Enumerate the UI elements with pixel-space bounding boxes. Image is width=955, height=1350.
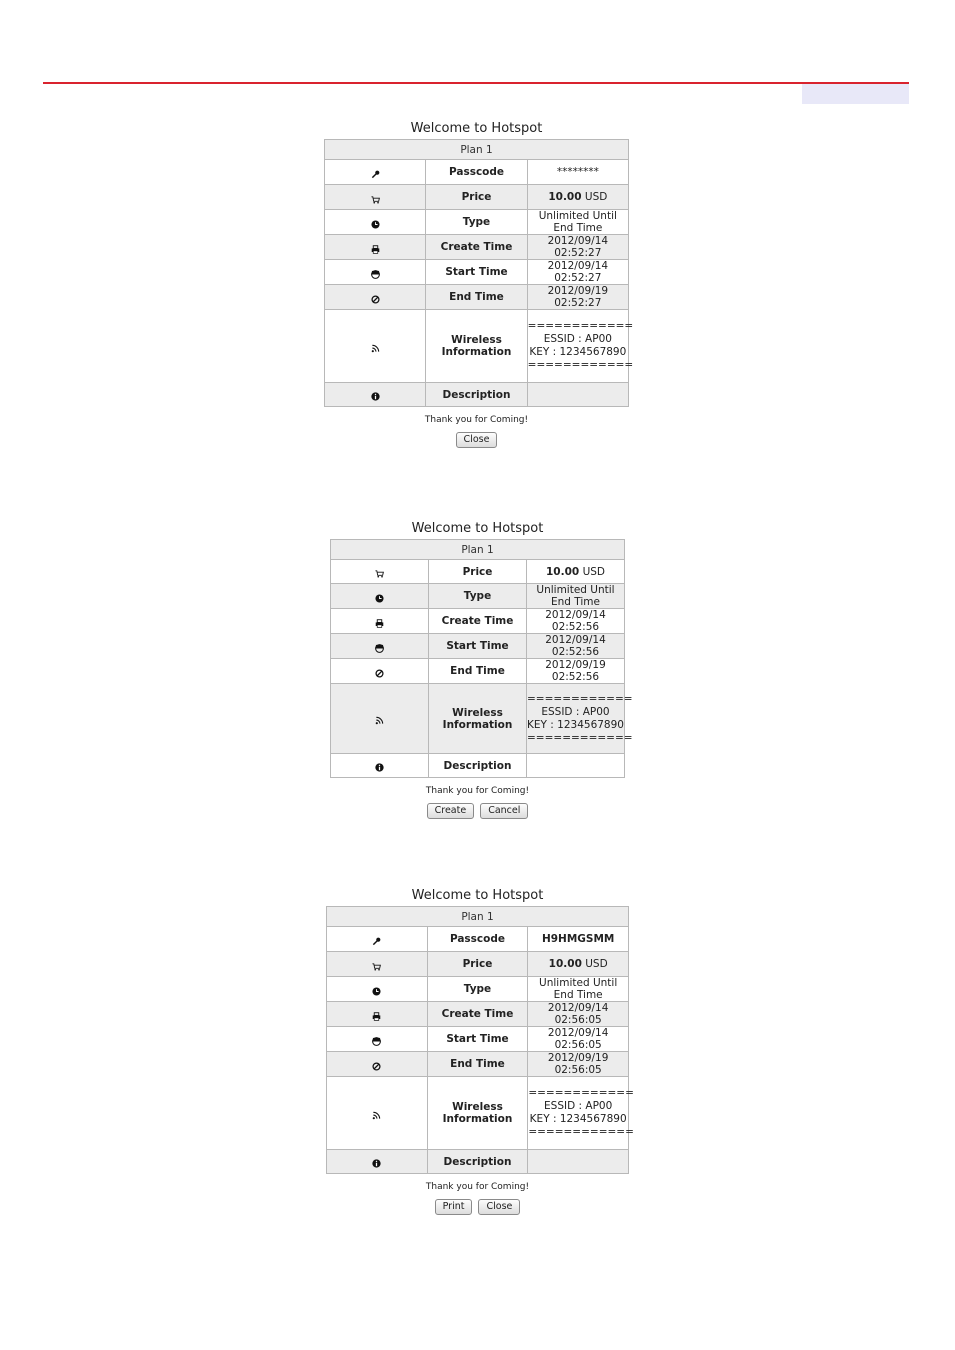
row-type: Type Unlimited Until End Time — [327, 977, 629, 1002]
stop-icon — [331, 659, 429, 684]
stop-icon — [325, 285, 426, 310]
thanks-text: Thank you for Coming! — [425, 786, 530, 796]
passcode-value: ******** — [527, 160, 628, 185]
clock-icon — [331, 584, 429, 609]
row-wireless: Wireless Information ============ ESSID : AP00 KEY : 1234567890 ============ — [327, 1077, 629, 1150]
start-icon — [327, 1027, 428, 1052]
row-price: Price 10.00 USD — [327, 952, 629, 977]
cart-icon — [331, 560, 429, 584]
row-wireless: Wireless Information ============ ESSID : AP00 KEY : 1234567890 ============ — [331, 684, 625, 754]
print-button[interactable]: Print — [435, 1199, 473, 1215]
button-bar — [326, 1199, 629, 1215]
row-end-time: End Time 2012/09/19 02:52:56 — [331, 659, 625, 684]
close-button[interactable]: Close — [456, 432, 498, 448]
row-type: Type Unlimited Until End Time — [331, 584, 625, 609]
key-icon — [327, 927, 428, 952]
row-create-time: Create Time 2012/09/14 02:52:56 — [331, 609, 625, 634]
cancel-button[interactable]: Cancel — [480, 803, 528, 819]
info-icon — [327, 1150, 428, 1174]
header-rule — [43, 82, 909, 84]
row-passcode: Passcode ******** — [325, 160, 629, 185]
printer-icon — [331, 609, 429, 634]
cart-icon — [325, 185, 426, 210]
start-icon — [331, 634, 429, 659]
ticket-print-view — [326, 888, 634, 1215]
row-create-time: Create Time 2012/09/14 02:52:27 — [325, 235, 629, 260]
printer-icon — [325, 235, 426, 260]
row-start-time: Start Time 2012/09/14 02:52:56 — [331, 634, 625, 659]
row-description: Description — [327, 1150, 629, 1174]
ticket-table — [330, 539, 633, 778]
wireless-info: ============ ESSID : AP00 KEY : 1234567890 ============ — [527, 684, 625, 754]
stop-icon — [327, 1052, 428, 1077]
ticket-create-view — [330, 521, 633, 819]
wifi-icon — [327, 1077, 428, 1150]
row-start-time: Start Time 2012/09/14 02:52:27 — [325, 260, 629, 285]
row-price: Price 10.00 USD — [331, 560, 625, 584]
wireless-info: ============ ESSID : AP00 KEY : 1234567890 ============ — [528, 1077, 629, 1150]
ticket-table — [324, 139, 634, 407]
button-bar — [324, 432, 629, 448]
row-description: Description — [325, 383, 629, 407]
plan-name: Plan 1 — [331, 540, 625, 560]
row-wireless: Wireless Information ============ ESSID : AP00 KEY : 1234567890 ============ — [325, 310, 629, 383]
passcode-value: H9HMGSMM — [528, 927, 629, 952]
wireless-info: ============ ESSID : AP00 KEY : 1234567890 ============ — [527, 310, 628, 383]
row-end-time: End Time 2012/09/19 02:56:05 — [327, 1052, 629, 1077]
row-create-time: Create Time 2012/09/14 02:56:05 — [327, 1002, 629, 1027]
clock-icon — [325, 210, 426, 235]
create-button[interactable]: Create — [427, 803, 475, 819]
row-start-time: Start Time 2012/09/14 02:56:05 — [327, 1027, 629, 1052]
start-icon — [325, 260, 426, 285]
row-type: Type Unlimited Until End Time — [325, 210, 629, 235]
key-icon — [325, 160, 426, 185]
header-tab — [802, 84, 909, 104]
ticket-title: Welcome to Hotspot — [411, 521, 544, 536]
ticket-title: Welcome to Hotspot — [410, 121, 543, 136]
printer-icon — [327, 1002, 428, 1027]
info-icon — [325, 383, 426, 407]
cart-icon — [327, 952, 428, 977]
thanks-text: Thank you for Coming! — [424, 415, 529, 425]
wifi-icon — [325, 310, 426, 383]
clock-icon — [327, 977, 428, 1002]
row-passcode: Passcode H9HMGSMM — [327, 927, 629, 952]
button-bar — [330, 803, 625, 819]
thanks-text: Thank you for Coming! — [425, 1182, 530, 1192]
wifi-icon — [331, 684, 429, 754]
ticket-table — [326, 906, 634, 1174]
ticket-title: Welcome to Hotspot — [411, 888, 544, 903]
close-button[interactable]: Close — [478, 1199, 520, 1215]
row-description: Description — [331, 754, 625, 778]
info-icon — [331, 754, 429, 778]
row-end-time: End Time 2012/09/19 02:52:27 — [325, 285, 629, 310]
plan-name: Plan 1 — [327, 907, 629, 927]
ticket-passcode-view — [324, 121, 634, 448]
row-price: Price 10.00 USD — [325, 185, 629, 210]
plan-name: Plan 1 — [325, 140, 629, 160]
